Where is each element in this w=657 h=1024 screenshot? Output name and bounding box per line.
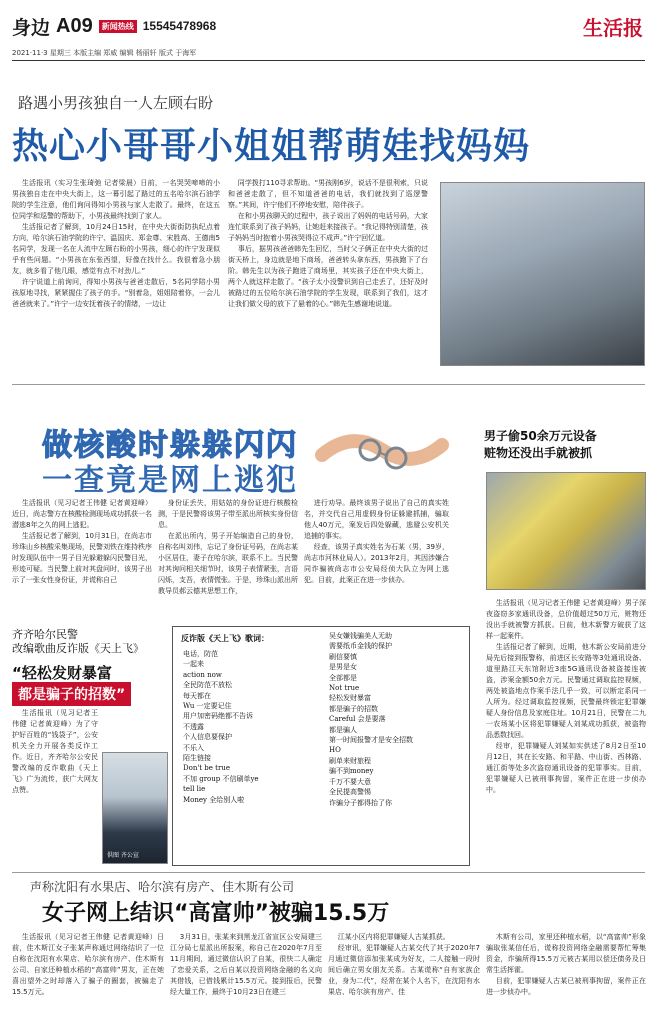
lyrics-col1-line: 每天都在 — [183, 691, 211, 700]
lyrics-col1-line: Wu 一定要记住 — [183, 702, 232, 711]
story2-headline-line2: 一查竟是网上逃犯 — [42, 463, 298, 498]
story5-col2: 3月31日，张某来到黑龙江省宣区公安局建三江分局七星派出所报案，称自己在2020年7月至11月期间，通过微信认识了自某，很快二人确定了恋爱关系，之后自某以投资网络金融的名义向其借钱，已借钱累计15.5万元。接到报后，民警经大量工作，最终于10月23日在建三 — [170, 933, 322, 996]
lyrics-col2-line: HO — [329, 746, 341, 755]
lyrics-col2-line: 全民提高警惕 — [329, 788, 371, 797]
lyrics-col2-line: 是男是女 — [329, 663, 357, 672]
story4-officer-photo — [102, 752, 168, 864]
story4-photo-caption: 供图 齐公宣 — [107, 852, 139, 859]
story4-kicker — [12, 628, 144, 656]
lyrics-box — [172, 626, 470, 866]
lyrics-column-1 — [183, 649, 323, 805]
hotline-number: 15545478968 — [142, 19, 217, 33]
lyrics-col2-line: 骗不到money — [329, 767, 374, 776]
story3-headline-line1: 男子偷50余万元设备 — [484, 429, 597, 443]
lyrics-col2-line: Not true — [329, 684, 360, 693]
lyrics-col2-line: 都是骗人 — [329, 725, 357, 734]
story2-col3: 进行劝导。最终该男子说出了自己的真实姓名，并交代自己用虚假身份证躲避抓捕，骗取他人40万元，案发后四处躲藏，逃避公安机关追捕的事实。 经查，该男子真实姓名为石某（男，39岁，尚志市河林业局人）。2013年2月，其因涉嫌合同诈骗被尚志市公安局经侦大队立为网上逃犯。目前，此案正在进一步侦办。 — [304, 499, 449, 584]
section-name: 身边 — [12, 16, 51, 39]
lyrics-column-2 — [329, 631, 467, 808]
lyrics-col2-line: 刷信要慎 — [329, 652, 357, 661]
story4-kicker-line2: 改编歌曲反诈版《天上飞》 — [12, 642, 144, 655]
story1-subhead: 路遇小男孩独自一人左顾右盼 — [18, 94, 214, 112]
section-rule-2 — [12, 872, 645, 873]
newspaper-logo: 生活报 — [583, 16, 643, 40]
page-number: A09 — [56, 14, 93, 37]
story3-photo — [486, 472, 646, 590]
lyrics-col1-line: tell lie — [183, 785, 206, 794]
story4-red-headline: 都是骗子的招数” — [12, 682, 131, 706]
lyrics-col2-line: 诈骗分子都得抬了你 — [329, 798, 392, 807]
section-rule — [12, 384, 645, 385]
story2-headline-line1: 做核酸时躲躲闪闪 — [42, 428, 298, 463]
lyrics-col2-line: 需要纸币金钱的保护 — [329, 642, 392, 651]
lyrics-col1-line: 电话，防范 — [183, 650, 218, 658]
lyrics-col2-line: 第一时间报警才是安全招数 — [329, 736, 413, 745]
masthead — [12, 10, 216, 42]
story3-headline — [484, 428, 649, 462]
story2-col1: 生活报讯（见习记者王伟健 记者黄迎峰）近日，尚志警方在核酸检测现场成功抓获一名潜逃8年之久的网上逃犯。 生活报记者了解到，10月31日，在尚志市珍珠山乡核酸采集现场，民警刘铁在维持秩序时发现队伍中一男子目光躲避躲闪民警目光，形迹可疑。当民警上前对其盘问时，该男子出示了一张女性身份证，并谎称自己 — [12, 499, 152, 584]
lyrics-col1-line: Don't be true — [183, 764, 230, 773]
lyrics-col2-line: 轻松发财暴富 — [329, 694, 371, 703]
lyrics-col2-line: Careful 会是要落 — [329, 715, 386, 724]
story4-kicker-line1: 齐齐哈尔民警 — [12, 628, 78, 641]
lyrics-col1-line: 不乐入 — [183, 743, 204, 752]
story4-headline: “轻松发财暴富 — [12, 664, 112, 682]
header-rule — [12, 60, 645, 61]
lyrics-col1-line: 全民防范不放松 — [183, 681, 232, 690]
story5-col1: 生活报讯（见习记者王伟健 记者黄迎峰）日前，佳木斯江女子张某声称通过网络结识了一位自称在沈阳有水果店、哈尔滨有房产、佳木斯有公司、自家还种植水稻的“高富帅”男友，正在她喜出望外之时却落入了骗子的圈套，被骗走了15.5万元。 — [12, 933, 164, 996]
lyrics-col1-line: action now — [183, 670, 222, 679]
lyrics-col1-line: 陌生链接 — [183, 754, 211, 763]
story1-col2: 同学拨打110寻求帮助。“男孩刚6岁，说话不是很利索，只说和爸爸走散了，但不知道爸爸的电话，我们就找到了巡逻警察。”其间，许宁他们不停地安慰，陪伴孩子。 在和小男孩聊天的过程中，孩子说出了妈妈的电话号码，大家连忙联系到了孩子妈妈，让她赶来接孩子。“我记得特别清楚，孩子妈妈当时抱着小男孩哭得泣不成声。”许宁回忆道。 事后，据男孩爸爸韩先生回忆，当时父子俩正在中央大街的过街天桥上，身边就是地下商场，爸爸转头拿东西，男孩跑下了台阶。韩先生以为孩子跑进了商场里，其实孩子还在中央大街上，两个人就这样走散了。“孩子太小没警识到自己走丢了，还好及时被路过的五位哈尔滨石油学院的学生发现，联系到了我们，这才让我们做父母的放下了悬着的心。”韩先生感谢地说道。 — [228, 179, 428, 308]
lyrics-col2-line: 都是骗子的招数 — [329, 704, 378, 713]
story4-body: 生活报讯（见习记者王伟健 记者黄迎峰）为了守护好百姓的“钱袋子”，公安机关全力开展各类反诈工作。近日，齐齐哈尔公安民警改编的反诈歌曲《天上飞》广为流传，获广大网友点赞。 — [12, 709, 98, 794]
lyrics-col2-line: 吴女嫌钱骗美人无助 — [329, 632, 392, 640]
story2-col2: 身份证丢失，用姑姑的身份证进行核酸检测，于是民警将该男子带至派出所核实身份信息。 在派出所内，男子开始编造自己的身份，自称名叫刘伟，忘记了身份证号码，在尚志某小区居住，妻子在哈尔滨，联系不上。当民警对其询问相关细节时，该男子表情紧张，言语闪烁，支吾，表情慌张。于是，珍珠山派出所教导员郝云德其思想工作， — [158, 499, 298, 595]
lyrics-col1-line: 不加 group 不信刷单ye — [183, 774, 259, 783]
issue-info: 2021·11·3 星期三 本版主编 郑威 编辑 杨丽轩 版式 于海军 — [12, 49, 197, 57]
lyrics-col1-line: 不透露 — [183, 722, 204, 731]
story1-photo — [440, 182, 645, 366]
hotline-label: 新闻热线 — [99, 20, 137, 33]
lyrics-col1-line: 用户加密码绝都不告诉 — [183, 712, 253, 721]
lyrics-col1-line: Money 全给别人啦 — [183, 795, 245, 804]
story3-headline-line2: 赃物还没出手就被抓 — [484, 446, 593, 460]
lyrics-col2-line: 全部都是 — [329, 673, 357, 682]
handcuff-illustration — [312, 410, 452, 495]
lyrics-col1-line: 个人信息要保护 — [183, 733, 232, 742]
lyrics-col2-line: 刷单来财旅程 — [329, 756, 371, 765]
lyrics-title: 反诈版《天上飞》歌词： — [181, 634, 269, 643]
story5-col4: 木斯有公司，家里还种植水稻，以“高富帅”形象骗取张某信任后，谎称投资网络金融需要帮忙筹集资金，诈骗所得15.5万元被古某用以偿还债务及日常生活挥霍。 目前，犯罪嫌疑人古某已被刑事拘留，案件正在进一步侦办中。 — [486, 933, 646, 996]
story5-col3: 江某小区内将犯罪嫌疑人古某抓获。 经审讯，犯罪嫌疑人古某交代了其于2020年7月通过微信添加张某成为好友，二人接触一段时间后确立男女朋友关系。古某谎称“自有家族企业，身为二代”，经常在某个人名下，在沈阳有水果店、哈尔滨有房产、佳 — [328, 933, 480, 996]
story5-headline: 女子网上结识“高富帅”被骗15.5万 — [42, 901, 390, 926]
story5-subhead: 声称沈阳有水果店、哈尔滨有房产、佳木斯有公司 — [30, 880, 295, 894]
lyrics-col2-line: 千万不要大意 — [329, 777, 371, 786]
lyrics-col1-line: 一起来 — [183, 660, 204, 669]
story1-headline: 热心小哥哥小姐姐帮萌娃找妈妈 — [12, 126, 531, 167]
story3-body: 生活报讯（见习记者王伟健 记者黄迎峰）男子深夜盗窃多家通讯设备，总价值超过50万元，赃物还没出手就被警方抓获。日前，他木新警方破获了这样一起案件。 生活报记者了解到，近期，他木新公安局前进分局先后接到报警称，前进区长安路等3处通讯设备、道里路江天东馆附近3座5G通讯设备被盗接连被盗，涉案金额50余万元。民警通过调取监控视频，两处被盗地点作案手法几乎一致，可以断定系同一人所为。经过调取监控视频，民警最终锁定犯罪嫌疑人身份信息及家庭住址。10月21日，民警在二九一农场某小区将犯罪嫌疑人刘某成功抓获，被盗物品悉数找回。 经审，犯罪嫌疑人刘某如实供述了8月2日至10月12日，其在长安路、和平路、中山街、西林路、通江街等处多次盗窃通讯设备的犯罪事实。目前，犯罪嫌疑人已被刑事拘留，案件正在进一步侦办中。 — [486, 599, 646, 794]
story1-col1: 生活报讯（实习生张琦弛 记者梁晨）日前，一名哭哭啼啼的小男孩独自走在中央大街上，这一幕引起了路过的五名哈尔滨石油学院的学生注意，他们询问得知小男孩与家人走散了。最终，在这五位同学和巡警的帮助下，小男孩最终找到了家人。 生活报记者了解到，10月24日15时，在中央大街街防执纪点着方向，哈尔滨石油学院的许宁、温国庆、郑金尊、宋胜高、王德南5名同学，发现一名在人流中左顾右盼的小男孩，细心的许宁发现似乎有些问题。“小男孩在东张西望，好像在找什么。我很着急小朋友，就多看了他几眼，感觉有点不对劲儿。” 许宁说道上前询问，得知小男孩与爸爸走散后，5名同学陪小男孩原地寻找，紧紧握住了孩子的手。“别着急，姐姐陪着你，一会儿爸爸就来了。”许宁一边安抚着孩子的情绪，一边让 — [12, 179, 220, 308]
